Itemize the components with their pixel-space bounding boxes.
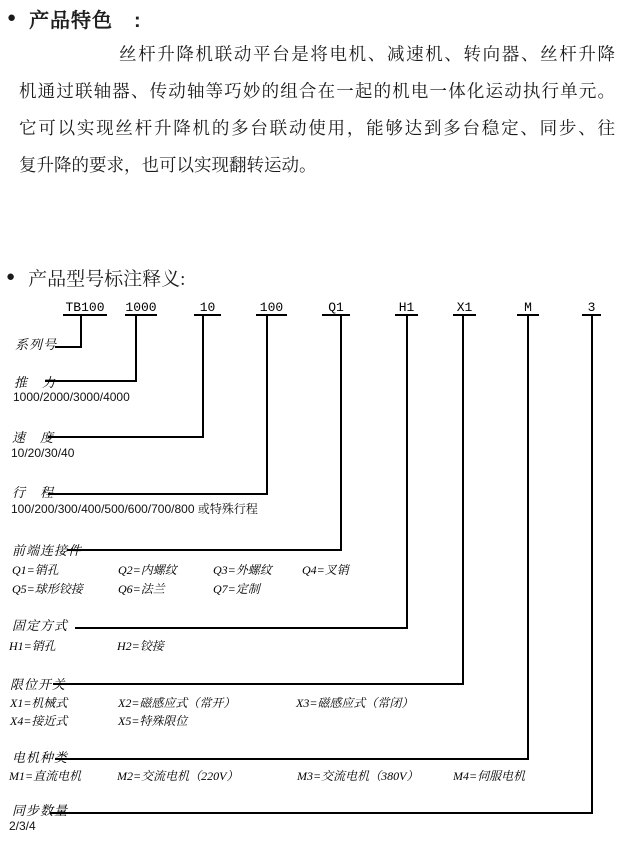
connector-vline [135,316,137,382]
label-motor: 电机种类 [12,750,69,765]
speed-values: 10/20/30/40 [11,446,75,460]
option-x1: X1=机械式 [10,696,68,710]
option-q1: Q1=销孔 [12,563,59,577]
paragraph-line: 它可以实现丝杆升降机的多台联动使用，能够达到多台稳定、同步、往 [19,118,615,138]
model-code-series: TB100 [63,301,107,316]
connector-vline [406,316,408,629]
connector-vline [462,316,464,685]
connector-vline [80,316,82,348]
option-x3: X3=磁感应式（常闭） [296,696,414,710]
model-code-speed: 10 [194,301,221,316]
label-sync: 同步数量 [12,803,69,818]
label-stroke: 行 程 [12,485,55,500]
features-section-title: 产品特色 : [29,10,142,32]
bullet-icon: ● [6,269,16,285]
connector-hline [55,758,529,760]
option-x5: X5=特殊限位 [118,714,188,728]
connector-vline [591,316,593,814]
model-code-sync: 3 [582,301,601,316]
option-m4: M4=伺服电机 [453,769,526,783]
connector-hline [48,436,204,438]
connector-vline [527,316,529,760]
model-code-stroke: 100 [256,301,287,316]
thrust-values: 1000/2000/3000/4000 [13,390,130,404]
connector-hline [48,493,268,495]
connector-hline [75,627,408,629]
model-code-limit: X1 [453,301,476,316]
model-section-title: 产品型号标注释义: [28,269,186,290]
option-q6: Q6=法兰 [118,582,165,596]
label-connector: 前端连接件 [12,543,83,558]
stroke-values: 100/200/300/400/500/600/700/800 或特殊行程 [11,502,258,516]
model-code-motor: M [517,301,539,316]
option-m2: M2=交流电机（220V） [117,769,239,783]
option-q3: Q3=外螺纹 [213,563,272,577]
option-q5: Q5=球形铰接 [12,582,83,596]
option-q4: Q4=叉销 [302,563,349,577]
option-h1: H1=销孔 [9,639,56,653]
model-code-fixing: H1 [395,301,418,316]
connector-hline [67,549,342,551]
option-q7: Q7=定制 [213,582,260,596]
connector-vline [266,316,268,495]
model-code-connector: Q1 [322,301,350,316]
label-fixing: 固定方式 [12,618,69,633]
bullet-icon: ● [7,10,17,26]
model-code-thrust: 1000 [125,300,157,315]
features-paragraph [19,36,615,184]
option-x4: X4=接近式 [10,714,68,728]
features-section-header [7,4,142,33]
connector-hline [55,346,82,348]
connector-vline [340,316,342,551]
label-thrust: 推 力 [14,375,57,390]
connector-hline [45,380,137,382]
paragraph-line: 丝杆升降机联动平台是将电机、减速机、转向器、丝杆升降 [119,44,615,64]
option-h2: H2=铰接 [117,639,164,653]
label-limit: 限位开关 [10,677,67,692]
connector-hline [50,812,593,814]
option-x2: X2=磁感应式（常开） [118,696,236,710]
option-q2: Q2=内螺纹 [118,563,177,577]
option-m1: M1=直流电机 [9,769,82,783]
sync-values: 2/3/4 [9,819,36,833]
connector-hline [53,683,464,685]
option-m3: M3=交流电机（380V） [297,769,419,783]
label-speed: 速 度 [12,430,55,445]
label-series: 系列号 [15,337,58,352]
model-section-header [6,264,185,291]
paragraph-line: 机通过联轴器、传动轴等巧妙的组合在一起的机电一体化运动执行单元。 [19,81,615,101]
paragraph-line: 复升降的要求，也可以实现翻转运动。 [19,155,317,175]
connector-vline [202,316,204,438]
